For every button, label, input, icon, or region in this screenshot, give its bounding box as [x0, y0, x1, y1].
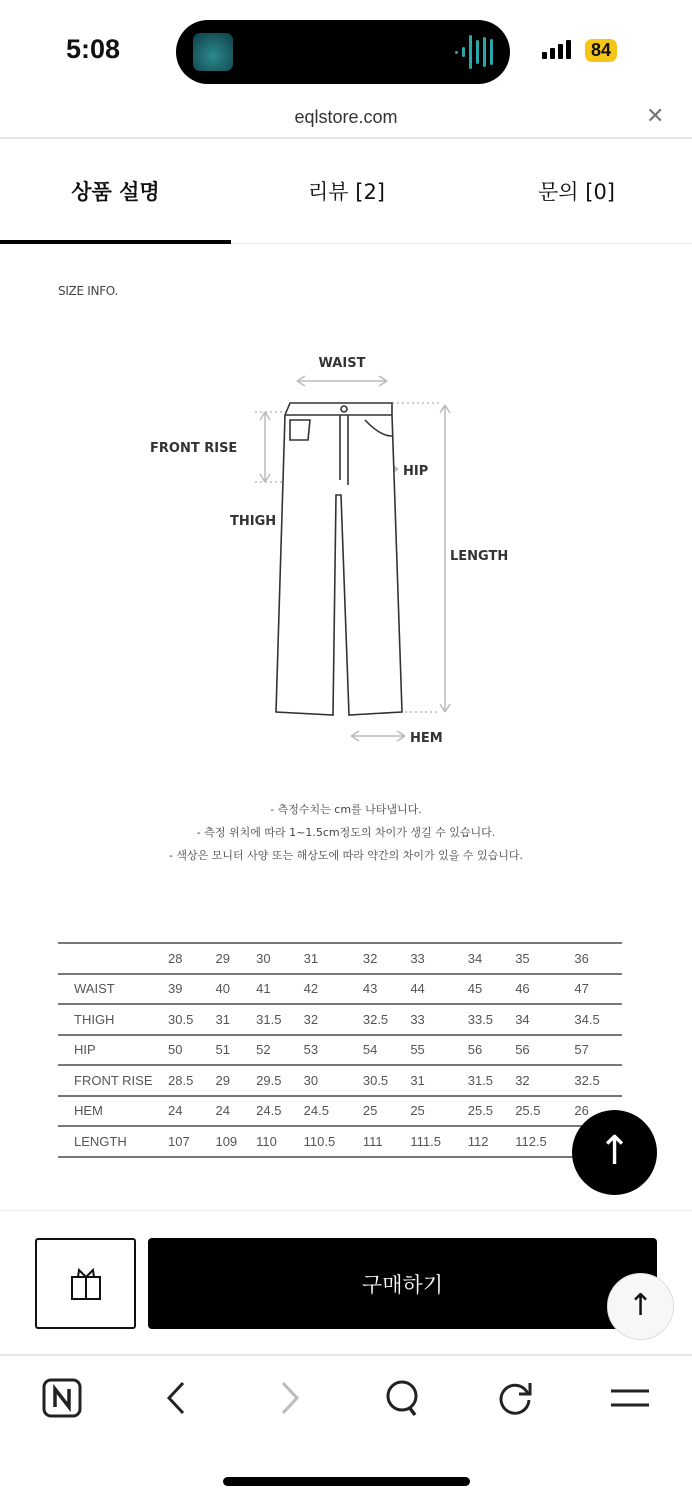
- size-header-cell: 30: [256, 943, 303, 974]
- table-cell: 39: [168, 974, 215, 1005]
- battery-indicator: 84: [585, 39, 617, 62]
- table-cell: 33: [410, 1004, 467, 1035]
- table-cell: 32.5: [574, 1065, 622, 1096]
- table-cell: 52: [256, 1035, 303, 1066]
- table-cell: 33.5: [468, 1004, 515, 1035]
- search-icon[interactable]: [381, 1376, 425, 1420]
- size-header-cell: 33: [410, 943, 467, 974]
- size-note: - 색상은 모니터 사양 또는 해상도에 따라 약간의 차이가 있을 수 있습니다.: [168, 849, 524, 862]
- row-label: [58, 943, 168, 974]
- table-cell: 57: [574, 1035, 622, 1066]
- table-row: [58, 974, 622, 1005]
- table-cell: 31.5: [256, 1004, 303, 1035]
- table-cell: 26: [574, 1096, 622, 1127]
- label-hem: HEM: [410, 731, 443, 746]
- table-cell: 31: [410, 1065, 467, 1096]
- home-indicator[interactable]: [223, 1477, 470, 1486]
- table-cell: 112.5: [515, 1126, 574, 1157]
- row-label: LENGTH: [58, 1126, 168, 1157]
- table-row: [58, 1096, 622, 1127]
- label-hip: HIP: [403, 464, 429, 479]
- menu-icon[interactable]: [608, 1376, 652, 1420]
- gift-icon: [68, 1266, 104, 1302]
- size-header-cell: 28: [168, 943, 215, 974]
- size-info-title: SIZE INFO.: [58, 284, 118, 298]
- size-header-cell: 35: [515, 943, 574, 974]
- table-cell: 110: [256, 1126, 303, 1157]
- table-cell: 24.5: [304, 1096, 363, 1127]
- row-label: HIP: [58, 1035, 168, 1066]
- reload-icon[interactable]: [494, 1376, 538, 1420]
- table-cell: 40: [215, 974, 256, 1005]
- size-header-cell: 34: [468, 943, 515, 974]
- size-header-cell: 36: [574, 943, 622, 974]
- table-row: [58, 1065, 622, 1096]
- size-header-cell: 31: [304, 943, 363, 974]
- row-label: FRONT RISE: [58, 1065, 168, 1096]
- pants-diagram: [0, 340, 692, 760]
- table-cell: 24: [168, 1096, 215, 1127]
- row-label: THIGH: [58, 1004, 168, 1035]
- tab-reviews[interactable]: 리뷰 [2]: [308, 180, 385, 204]
- url-bar[interactable]: eqlstore.com: [294, 107, 398, 127]
- divider: [0, 137, 692, 139]
- table-cell: 32.5: [363, 1004, 410, 1035]
- table-cell: 54: [363, 1035, 410, 1066]
- table-cell: 30.5: [363, 1065, 410, 1096]
- table-cell: 45: [468, 974, 515, 1005]
- status-time: 5:08: [66, 34, 121, 64]
- table-cell: 24: [215, 1096, 256, 1127]
- table-row: [58, 1004, 622, 1035]
- table-cell: 55: [410, 1035, 467, 1066]
- gift-button[interactable]: [35, 1238, 136, 1329]
- table-cell: 25: [410, 1096, 467, 1127]
- scroll-to-top-button[interactable]: ↑: [572, 1110, 657, 1195]
- table-cell: 25: [363, 1096, 410, 1127]
- table-cell: 34: [515, 1004, 574, 1035]
- forward-icon[interactable]: [268, 1376, 312, 1420]
- table-cell: 42: [304, 974, 363, 1005]
- table-cell: 56: [468, 1035, 515, 1066]
- table-cell: 112: [468, 1126, 515, 1157]
- label-thigh: THIGH: [230, 514, 277, 529]
- table-cell: 107: [168, 1126, 215, 1157]
- table-cell: 30: [304, 1065, 363, 1096]
- table-cell: 31.5: [468, 1065, 515, 1096]
- table-cell: 30.5: [168, 1004, 215, 1035]
- table-cell: 44: [410, 974, 467, 1005]
- table-header-row: [58, 943, 622, 974]
- size-note: - 측정수치는 cm를 나타냅니다.: [270, 803, 422, 816]
- label-front-rise: FRONT RISE: [150, 441, 238, 456]
- table-cell: 25.5: [515, 1096, 574, 1127]
- size-header-cell: 29: [215, 943, 256, 974]
- label-length: LENGTH: [450, 549, 509, 564]
- tab-product-description[interactable]: 상품 설명: [71, 180, 160, 204]
- table-cell: 46: [515, 974, 574, 1005]
- table-cell: 43: [363, 974, 410, 1005]
- table-cell: 29: [215, 1065, 256, 1096]
- divider: [0, 1210, 692, 1211]
- active-tab-indicator: [0, 240, 231, 244]
- table-cell: 47: [574, 974, 622, 1005]
- table-cell: 24.5: [256, 1096, 303, 1127]
- table-row: [58, 1126, 622, 1157]
- table-cell: 25.5: [468, 1096, 515, 1127]
- table-cell: 32: [515, 1065, 574, 1096]
- table-cell: 56: [515, 1035, 574, 1066]
- audio-waveform-icon: [455, 34, 493, 70]
- table-cell: 32: [304, 1004, 363, 1035]
- size-note: - 측정 위치에 따라 1~1.5cm정도의 차이가 생길 수 있습니다.: [196, 826, 496, 839]
- label-waist: WAIST: [318, 356, 366, 371]
- close-icon[interactable]: ✕: [646, 104, 665, 129]
- table-cell: 28.5: [168, 1065, 215, 1096]
- size-header-cell: 32: [363, 943, 410, 974]
- table-row: [58, 1035, 622, 1066]
- divider: [0, 1354, 692, 1356]
- table-cell: 109: [215, 1126, 256, 1157]
- signal-icon: [542, 40, 571, 59]
- table-cell: 110.5: [304, 1126, 363, 1157]
- now-playing-artwork: [193, 33, 233, 71]
- tab-inquiries[interactable]: 문의 [0]: [538, 180, 615, 204]
- browser-scroll-top-button[interactable]: ↑: [607, 1273, 674, 1340]
- table-cell: 111.5: [410, 1126, 467, 1157]
- table-cell: 31: [215, 1004, 256, 1035]
- table-cell: 51: [215, 1035, 256, 1066]
- table-cell: 53: [304, 1035, 363, 1066]
- table-cell: 41: [256, 974, 303, 1005]
- back-icon[interactable]: [154, 1376, 198, 1420]
- buy-button[interactable]: 구매하기: [148, 1238, 657, 1329]
- table-cell: 111: [363, 1126, 410, 1157]
- naver-home-icon[interactable]: [40, 1376, 84, 1420]
- table-cell: 29.5: [256, 1065, 303, 1096]
- table-cell: 50: [168, 1035, 215, 1066]
- row-label: WAIST: [58, 974, 168, 1005]
- table-cell: 34.5: [574, 1004, 622, 1035]
- size-table: [58, 942, 622, 1158]
- row-label: HEM: [58, 1096, 168, 1127]
